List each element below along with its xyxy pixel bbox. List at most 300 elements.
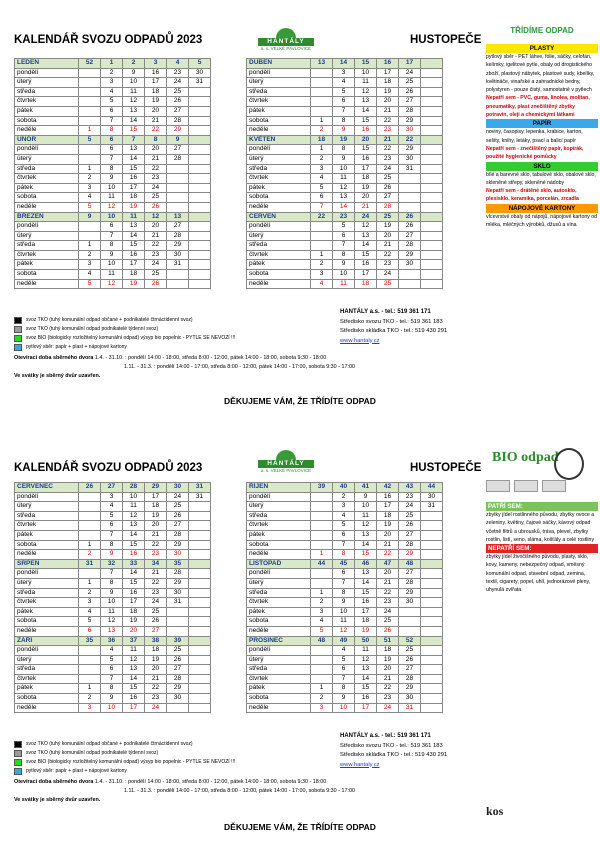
included-items: pytlový sběr - PET láhve, fólie, sáčky, celofán, kelímky, igelitové pytle, obaly od drogistického zboží, plastový nábytek, plastové sudy, kbelíky, květináče, vinařské a zahradnické bedny, polystyren - pouze čistý, samostatně v pytlech <box>486 54 595 94</box>
day-label: pátek <box>15 607 79 617</box>
day-row <box>247 241 443 251</box>
day-cell: 3 <box>333 68 355 78</box>
calendar-table-right <box>246 58 443 289</box>
day-label: neděle <box>247 550 311 560</box>
day-cell: 26 <box>399 521 421 531</box>
day-cell: 4 <box>333 78 355 88</box>
week-number <box>189 559 211 569</box>
skladka-phone: Středisko skládka TKO - tel.: 519 430 291 <box>340 328 448 334</box>
day-label: úterý <box>15 502 79 512</box>
day-cell: 30 <box>399 154 421 164</box>
day-cell: 19 <box>123 202 145 212</box>
day-cell: 25 <box>399 511 421 521</box>
day-cell: 8 <box>101 684 123 694</box>
day-cell: 12 <box>333 626 355 636</box>
day-cell: 9 <box>101 694 123 704</box>
day-cell: 11 <box>123 646 145 656</box>
day-label: sobota <box>247 694 311 704</box>
day-cell: 26 <box>399 222 421 232</box>
day-cell: 9 <box>333 694 355 704</box>
day-cell: 30 <box>399 260 421 270</box>
day-row <box>247 511 443 521</box>
day-cell: 16 <box>377 492 399 502</box>
week-number: 26 <box>79 483 101 493</box>
day-cell: 18 <box>123 193 145 203</box>
day-cell <box>421 665 443 675</box>
day-cell <box>189 550 211 560</box>
day-cell <box>421 598 443 608</box>
day-cell: 16 <box>355 154 377 164</box>
day-cell <box>79 511 101 521</box>
month-name: ČERVEN <box>247 212 311 222</box>
day-cell: 5 <box>101 511 123 521</box>
day-cell <box>79 106 101 116</box>
week-number: 14 <box>333 59 355 69</box>
day-cell: 17 <box>145 78 167 88</box>
day-cell: 12 <box>355 222 377 232</box>
day-cell: 6 <box>101 145 123 155</box>
day-cell: 24 <box>377 703 399 713</box>
day-cell: 19 <box>355 183 377 193</box>
day-cell <box>189 588 211 598</box>
day-cell: 9 <box>333 126 355 136</box>
day-cell: 3 <box>79 260 101 270</box>
day-cell: 16 <box>123 694 145 704</box>
day-cell: 18 <box>377 78 399 88</box>
day-cell: 2 <box>79 174 101 184</box>
week-number: 46 <box>355 559 377 569</box>
day-cell: 6 <box>333 530 355 540</box>
day-cell: 26 <box>377 183 399 193</box>
day-cell: 7 <box>101 569 123 579</box>
day-row <box>15 260 211 270</box>
legend-item: pytlový sběr: papír + plast + nápojové kartony <box>14 767 235 776</box>
week-number: 52 <box>399 636 421 646</box>
day-cell: 5 <box>333 655 355 665</box>
week-number <box>421 636 443 646</box>
day-cell: 12 <box>333 183 355 193</box>
day-cell: 15 <box>123 684 145 694</box>
day-cell: 13 <box>123 222 145 232</box>
day-cell: 14 <box>123 530 145 540</box>
day-cell: 4 <box>311 174 333 184</box>
week-number: 15 <box>355 59 377 69</box>
day-cell: 6 <box>311 193 333 203</box>
day-cell: 12 <box>355 655 377 665</box>
day-cell: 23 <box>377 260 399 270</box>
day-cell <box>311 646 333 656</box>
day-cell: 30 <box>189 68 211 78</box>
day-cell: 29 <box>167 241 189 251</box>
day-cell: 29 <box>399 550 421 560</box>
month-header <box>247 483 443 493</box>
day-cell: 4 <box>79 193 101 203</box>
day-cell: 5 <box>333 222 355 232</box>
day-cell: 5 <box>79 279 101 289</box>
day-cell <box>189 174 211 184</box>
day-cell: 23 <box>145 588 167 598</box>
day-label: čtvrtek <box>247 174 311 184</box>
day-label: pátek <box>247 106 311 116</box>
day-cell: 12 <box>123 97 145 107</box>
day-row <box>15 106 211 116</box>
day-cell <box>79 665 101 675</box>
week-number: 44 <box>311 559 333 569</box>
day-row <box>15 279 211 289</box>
day-cell: 4 <box>333 646 355 656</box>
day-cell: 23 <box>145 250 167 260</box>
day-cell: 8 <box>333 684 355 694</box>
day-cell: 27 <box>399 231 421 241</box>
week-number: 9 <box>167 135 189 145</box>
day-row <box>15 97 211 107</box>
day-cell: 23 <box>145 174 167 184</box>
day-cell: 24 <box>399 502 421 512</box>
day-cell <box>189 540 211 550</box>
day-cell: 26 <box>167 97 189 107</box>
week-number: 35 <box>79 636 101 646</box>
day-cell: 5 <box>311 626 333 636</box>
legend-item: svoz TKO (tuhý komunální odpad podnikatelé týdenní svoz) <box>14 325 235 334</box>
day-row <box>247 106 443 116</box>
day-row <box>15 68 211 78</box>
day-cell <box>421 87 443 97</box>
day-cell <box>421 78 443 88</box>
month-name: ÚNOR <box>15 135 79 145</box>
day-label: pondělí <box>247 569 311 579</box>
week-number: 37 <box>123 636 145 646</box>
day-cell <box>421 626 443 636</box>
day-label: středa <box>15 87 79 97</box>
week-number: 5 <box>189 59 211 69</box>
day-cell: 25 <box>399 78 421 88</box>
day-label: sobota <box>247 617 311 627</box>
week-number: 31 <box>189 483 211 493</box>
day-cell <box>167 183 189 193</box>
day-cell: 21 <box>377 540 399 550</box>
day-cell: 29 <box>167 540 189 550</box>
day-row <box>15 154 211 164</box>
day-cell <box>421 569 443 579</box>
day-label: sobota <box>247 116 311 126</box>
day-row <box>247 68 443 78</box>
day-cell: 28 <box>399 540 421 550</box>
day-row <box>247 598 443 608</box>
day-cell: 28 <box>399 241 421 251</box>
day-cell <box>189 183 211 193</box>
calendar-title: KALENDÁŘ SVOZU ODPADŮ 2023 <box>14 34 203 46</box>
day-cell: 15 <box>355 588 377 598</box>
day-label: sobota <box>247 540 311 550</box>
blue-swatch-icon <box>14 768 22 775</box>
website-link[interactable]: www.hantaly.cz <box>340 337 380 344</box>
calendar-second-half <box>0 424 600 848</box>
day-label: středa <box>15 588 79 598</box>
day-cell: 2 <box>311 126 333 136</box>
day-cell: 31 <box>167 598 189 608</box>
opening-hours: Otevírací doba sběrného dvora 1.4. - 31.10. : pondělí 14:00 - 18:00, středa 8:00 - 12:00, pátek 14:00 - 18:00, sobota 9:30 - 18:00 1.11. - 31.3. : pondělí 14:00 - 17:00, středa 8:00 - 12:00, pátek 14:00 - 17:00, sobota 9:30 - 17:00 Ve svátky je sběrný dvůr uzavřen. <box>14 355 355 379</box>
included-items: noviny, časopisy, lepenka, krabice, karton, sešity, knihy, letáky, psací a balicí papír <box>486 129 583 144</box>
day-cell: 31 <box>189 78 211 88</box>
day-cell <box>311 530 333 540</box>
day-cell: 2 <box>311 260 333 270</box>
day-cell <box>421 530 443 540</box>
day-cell: 24 <box>167 78 189 88</box>
day-cell <box>311 502 333 512</box>
day-cell: 11 <box>101 193 123 203</box>
day-label: úterý <box>15 231 79 241</box>
day-cell: 11 <box>101 270 123 280</box>
day-cell: 10 <box>355 68 377 78</box>
day-row <box>247 145 443 155</box>
day-cell: 27 <box>167 521 189 531</box>
day-cell: 13 <box>355 569 377 579</box>
week-number: 16 <box>377 59 399 69</box>
day-cell: 24 <box>167 492 189 502</box>
day-cell: 29 <box>167 578 189 588</box>
day-cell: 25 <box>377 279 399 289</box>
month-name: ŘÍJEN <box>247 483 311 493</box>
day-cell <box>167 626 189 636</box>
day-label: neděle <box>247 202 311 212</box>
day-label: úterý <box>247 655 311 665</box>
day-cell: 3 <box>311 164 333 174</box>
company-phone: HANTÁLY a.s. - tel.: 519 361 171 <box>340 309 431 315</box>
day-cell: 16 <box>145 68 167 78</box>
week-number: 32 <box>101 559 123 569</box>
day-cell: 10 <box>333 164 355 174</box>
day-label: středa <box>247 511 311 521</box>
day-row <box>247 279 443 289</box>
day-row <box>247 270 443 280</box>
day-row <box>247 530 443 540</box>
day-cell: 26 <box>399 87 421 97</box>
day-label: středa <box>15 164 79 174</box>
day-cell: 17 <box>355 270 377 280</box>
day-cell: 24 <box>377 270 399 280</box>
day-cell: 2 <box>311 694 333 704</box>
day-row <box>15 674 211 684</box>
day-cell: 13 <box>101 626 123 636</box>
day-cell: 2 <box>311 598 333 608</box>
week-number: 47 <box>377 559 399 569</box>
day-cell: 1 <box>79 241 101 251</box>
day-cell: 18 <box>145 502 167 512</box>
day-cell: 9 <box>333 260 355 270</box>
day-cell: 3 <box>79 703 101 713</box>
day-cell: 1 <box>311 250 333 260</box>
day-cell: 10 <box>333 607 355 617</box>
day-label: pátek <box>247 260 311 270</box>
week-number: 17 <box>399 59 421 69</box>
week-number <box>189 636 211 646</box>
day-cell: 23 <box>145 550 167 560</box>
day-cell: 15 <box>123 241 145 251</box>
logo-name: HANTÁLY <box>258 460 314 468</box>
sorting-guide-bottom <box>486 502 598 595</box>
day-label: neděle <box>15 703 79 713</box>
day-cell <box>189 511 211 521</box>
holiday-note: Ve svátky je sběrný dvůr uzavřen. <box>14 797 101 803</box>
day-cell: 9 <box>101 588 123 598</box>
day-cell <box>189 116 211 126</box>
day-cell: 18 <box>145 87 167 97</box>
day-cell: 10 <box>101 260 123 270</box>
day-cell: 12 <box>355 521 377 531</box>
category-heading: PLASTY <box>486 44 598 53</box>
week-number <box>421 212 443 222</box>
day-cell: 20 <box>377 665 399 675</box>
day-row <box>247 521 443 531</box>
day-cell: 31 <box>399 164 421 174</box>
day-cell: 1 <box>311 588 333 598</box>
day-cell: 3 <box>311 703 333 713</box>
day-cell <box>311 68 333 78</box>
day-cell: 6 <box>333 569 355 579</box>
month-header <box>247 636 443 646</box>
day-cell: 27 <box>399 665 421 675</box>
day-cell: 25 <box>377 174 399 184</box>
legend-item: svoz TKO (tuhý komunální odpad občané + podnikatelé čtrnáctidenní svoz) <box>14 740 235 749</box>
day-cell <box>311 241 333 251</box>
legend <box>14 316 235 352</box>
day-cell <box>189 646 211 656</box>
week-number <box>189 135 211 145</box>
week-number: 49 <box>333 636 355 646</box>
day-cell: 6 <box>333 97 355 107</box>
day-label: sobota <box>15 540 79 550</box>
day-label: čtvrtek <box>15 674 79 684</box>
month-name: PROSINEC <box>247 636 311 646</box>
day-cell <box>421 202 443 212</box>
day-cell: 12 <box>123 655 145 665</box>
day-cell <box>421 183 443 193</box>
day-cell <box>189 106 211 116</box>
day-cell: 25 <box>377 617 399 627</box>
day-label: pondělí <box>247 145 311 155</box>
day-cell <box>421 550 443 560</box>
week-number: 5 <box>79 135 101 145</box>
day-cell: 22 <box>145 684 167 694</box>
day-label: sobota <box>15 694 79 704</box>
day-row <box>15 241 211 251</box>
week-number: 28 <box>123 483 145 493</box>
day-label: středa <box>247 241 311 251</box>
day-cell: 3 <box>101 78 123 88</box>
day-cell <box>311 540 333 550</box>
day-row <box>15 222 211 232</box>
day-cell: 4 <box>101 502 123 512</box>
day-cell: 15 <box>355 116 377 126</box>
day-label: pondělí <box>15 492 79 502</box>
day-cell <box>79 502 101 512</box>
day-cell <box>421 655 443 665</box>
day-row <box>15 78 211 88</box>
day-row <box>247 126 443 136</box>
day-row <box>15 231 211 241</box>
day-cell <box>189 655 211 665</box>
day-cell: 18 <box>377 646 399 656</box>
website-link[interactable]: www.hantaly.cz <box>340 761 380 768</box>
sorting-title: TŘÍDÍME ODPAD <box>510 26 574 35</box>
sfzp-logo-icon <box>542 480 566 492</box>
contact-block <box>340 732 447 770</box>
day-row <box>247 202 443 212</box>
day-cell <box>421 607 443 617</box>
day-cell: 7 <box>333 241 355 251</box>
day-cell: 11 <box>333 279 355 289</box>
day-cell: 5 <box>79 202 101 212</box>
day-cell: 27 <box>377 193 399 203</box>
day-cell: 7 <box>101 231 123 241</box>
day-cell: 1 <box>311 550 333 560</box>
day-cell: 13 <box>333 193 355 203</box>
day-cell: 2 <box>79 694 101 704</box>
day-cell: 6 <box>101 222 123 232</box>
day-row <box>247 222 443 232</box>
day-cell: 15 <box>123 126 145 136</box>
day-cell <box>421 241 443 251</box>
day-cell: 16 <box>123 250 145 260</box>
day-cell: 11 <box>355 511 377 521</box>
day-cell <box>79 521 101 531</box>
day-cell: 30 <box>167 588 189 598</box>
day-cell: 16 <box>355 598 377 608</box>
svoz-phone: Středisko svozu TKO - tel.: 519 361 183 <box>340 318 443 325</box>
day-cell: 17 <box>123 703 145 713</box>
week-number: 35 <box>167 559 189 569</box>
calendar-title: KALENDÁŘ SVOZU ODPADŮ 2023 <box>14 462 203 474</box>
day-cell <box>79 231 101 241</box>
day-label: sobota <box>247 270 311 280</box>
category-heading: NÁPOJOVÉ KARTONY <box>486 204 598 213</box>
company-phone: HANTÁLY a.s. - tel.: 519 361 171 <box>340 733 431 739</box>
day-cell: 3 <box>311 607 333 617</box>
day-cell: 12 <box>355 87 377 97</box>
day-cell: 29 <box>399 250 421 260</box>
day-cell: 16 <box>355 126 377 136</box>
day-cell: 10 <box>101 598 123 608</box>
day-cell: 2 <box>311 154 333 164</box>
day-cell: 15 <box>355 550 377 560</box>
day-cell <box>79 530 101 540</box>
included-items: vícevrstvé obaly od nápojů, nápojové kartony od mléka, mléčných výrobků, džusů a vína <box>486 213 598 229</box>
week-number: 40 <box>333 483 355 493</box>
day-cell: 14 <box>123 154 145 164</box>
day-row <box>247 502 443 512</box>
day-cell: 13 <box>355 97 377 107</box>
month-header <box>15 559 211 569</box>
day-cell: 17 <box>123 260 145 270</box>
gray-swatch-icon <box>14 326 22 333</box>
day-cell: 5 <box>101 97 123 107</box>
day-cell: 22 <box>377 684 399 694</box>
day-label: pátek <box>15 684 79 694</box>
day-row <box>247 655 443 665</box>
day-cell: 24 <box>145 703 167 713</box>
day-cell: 20 <box>145 665 167 675</box>
day-cell: 17 <box>355 607 377 617</box>
day-label: úterý <box>15 578 79 588</box>
day-row <box>15 492 211 502</box>
week-number: 12 <box>145 212 167 222</box>
legend-item: svoz TKO (tuhý komunální odpad občané + podnikatelé čtrnáctidenní svoz) <box>14 316 235 325</box>
month-name: LEDEN <box>15 59 79 69</box>
day-cell: 27 <box>167 222 189 232</box>
day-cell: 25 <box>145 270 167 280</box>
day-cell <box>311 569 333 579</box>
day-cell <box>189 164 211 174</box>
